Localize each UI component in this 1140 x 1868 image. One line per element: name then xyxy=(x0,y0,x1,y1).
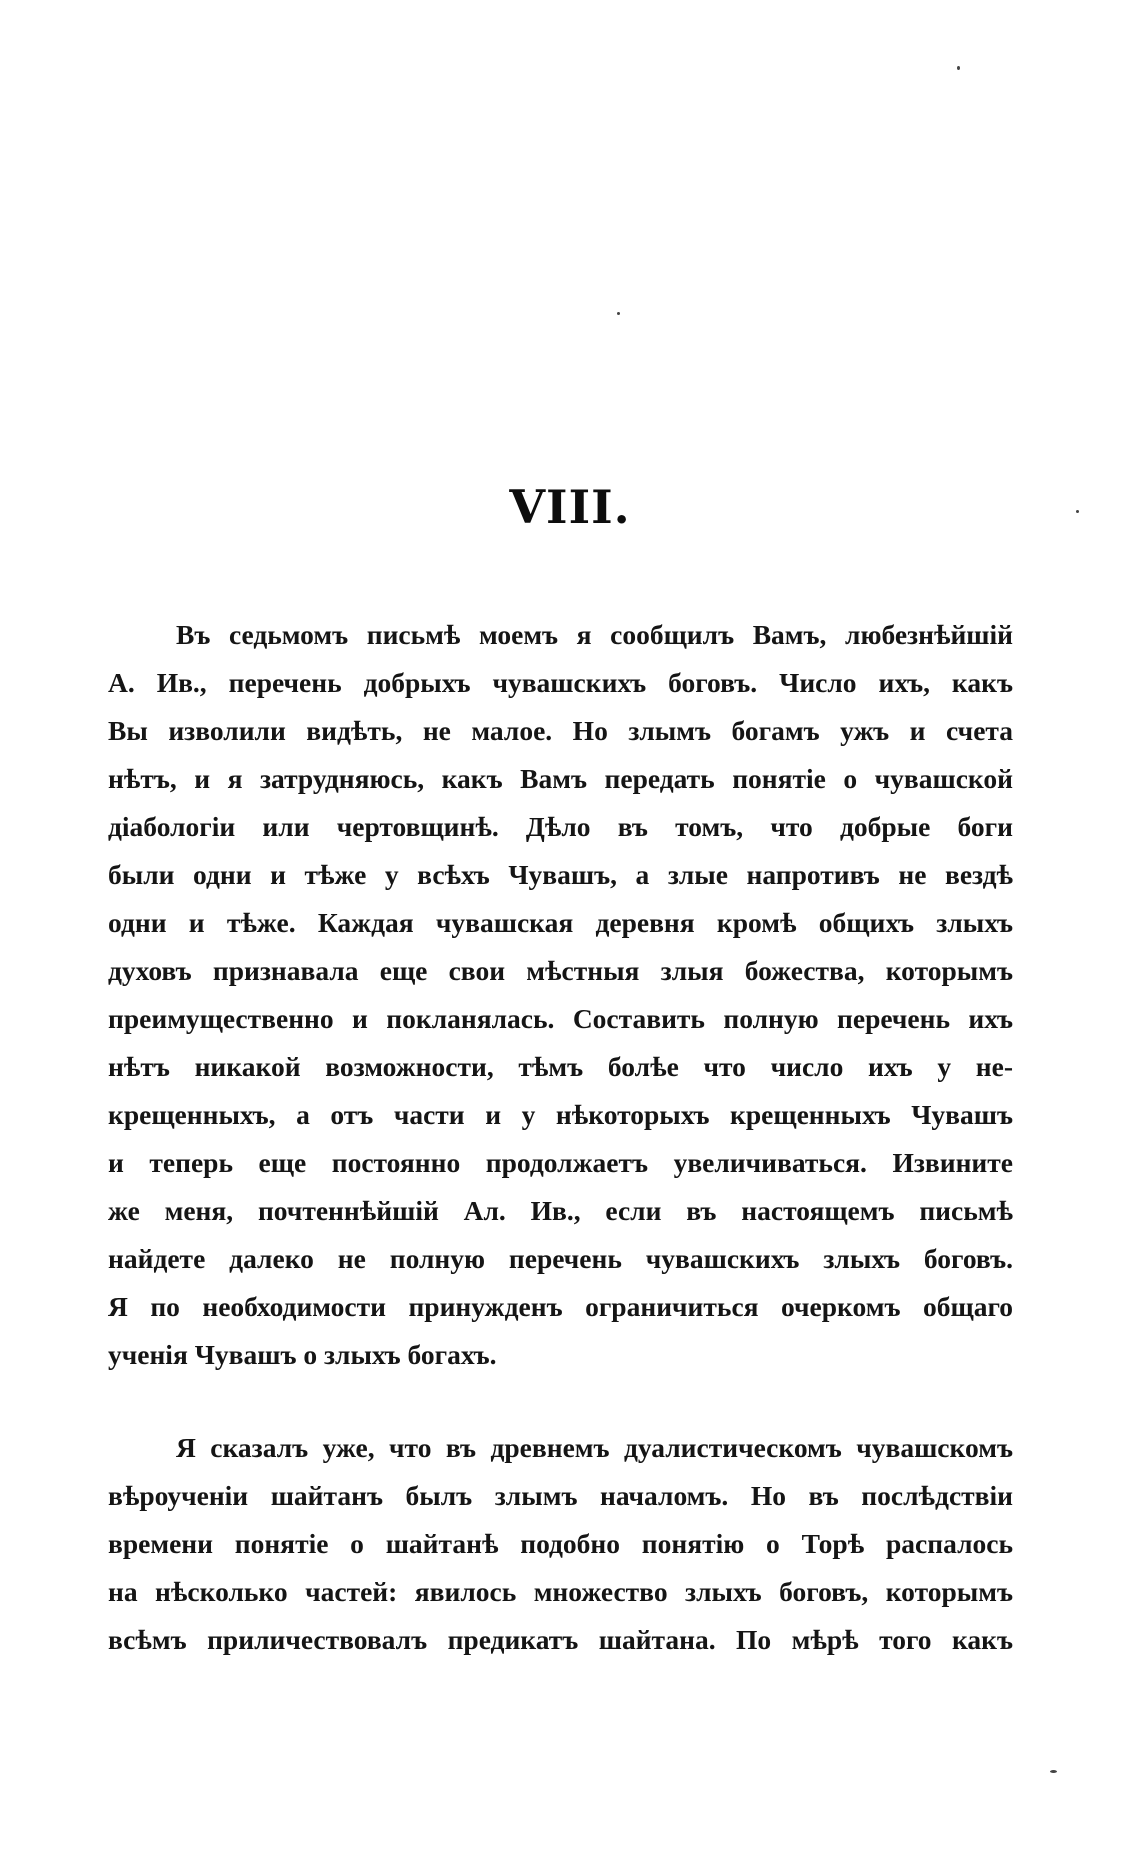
text-line: вѣроученіи шайтанъ былъ злымъ началомъ. Но въ послѣдствіи xyxy=(108,1480,1013,1511)
text-line: крещенныхъ, а отъ части и у нѣкоторыхъ крещенныхъ Чувашъ xyxy=(108,1099,1013,1130)
scan-speck xyxy=(617,312,620,315)
text-line: Я по необходимости принужденъ ограничиться очеркомъ общаго xyxy=(108,1291,1013,1322)
text-line: діабологіи или чертовщинѣ. Дѣло въ томъ, что добрые боги xyxy=(108,811,1013,842)
paragraph-2 xyxy=(108,1424,1013,1664)
scan-speck xyxy=(957,66,960,70)
text-line: духовъ признавала еще свои мѣстныя злыя божества, которымъ xyxy=(108,955,1013,986)
text-line: одни и тѣже. Каждая чувашская деревня кромѣ общихъ злыхъ xyxy=(108,907,1013,938)
text-line: А. Ив., перечень добрыхъ чувашскихъ боговъ. Число ихъ, какъ xyxy=(108,667,1013,698)
scan-speck xyxy=(1050,1770,1057,1773)
text-line: ученія Чувашъ о злыхъ богахъ. xyxy=(108,1339,497,1370)
text-line: всѣмъ приличествовалъ предикатъ шайтана. По мѣрѣ того какъ xyxy=(108,1624,1013,1655)
chapter-number: VIII. xyxy=(509,480,631,534)
text-line: времени понятіе о шайтанѣ подобно понятію о Торѣ распалось xyxy=(108,1528,1013,1559)
text-line: Я сказалъ уже, что въ древнемъ дуалистическомъ чувашскомъ xyxy=(176,1432,1013,1463)
text-line: же меня, почтеннѣйшій Ал. Ив., если въ настоящемъ письмѣ xyxy=(108,1195,1013,1226)
text-line: нѣтъ, и я затрудняюсь, какъ Вамъ передать понятіе о чувашской xyxy=(108,763,1013,794)
text-line: нѣтъ никакой возможности, тѣмъ болѣе что число ихъ у не- xyxy=(108,1051,1013,1082)
text-line: преимущественно и покланялась. Составить полную перечень ихъ xyxy=(108,1003,1013,1034)
text-line: на нѣсколько частей: явилось множество злыхъ боговъ, которымъ xyxy=(108,1576,1013,1607)
text-line: были одни и тѣже у всѣхъ Чувашъ, а злые напротивъ не вездѣ xyxy=(108,859,1013,890)
paragraph-1 xyxy=(108,611,1013,1379)
text-line: Вы изволили видѣть, не малое. Но злымъ богамъ ужъ и счета xyxy=(108,715,1013,746)
text-line: найдете далеко не полную перечень чувашскихъ злыхъ боговъ. xyxy=(108,1243,1013,1274)
text-line: и теперь еще постоянно продолжаетъ увеличиваться. Извините xyxy=(108,1147,1013,1178)
text-line: Въ седьмомъ письмѣ моемъ я сообщилъ Вамъ, любезнѣйшій xyxy=(176,619,1013,650)
